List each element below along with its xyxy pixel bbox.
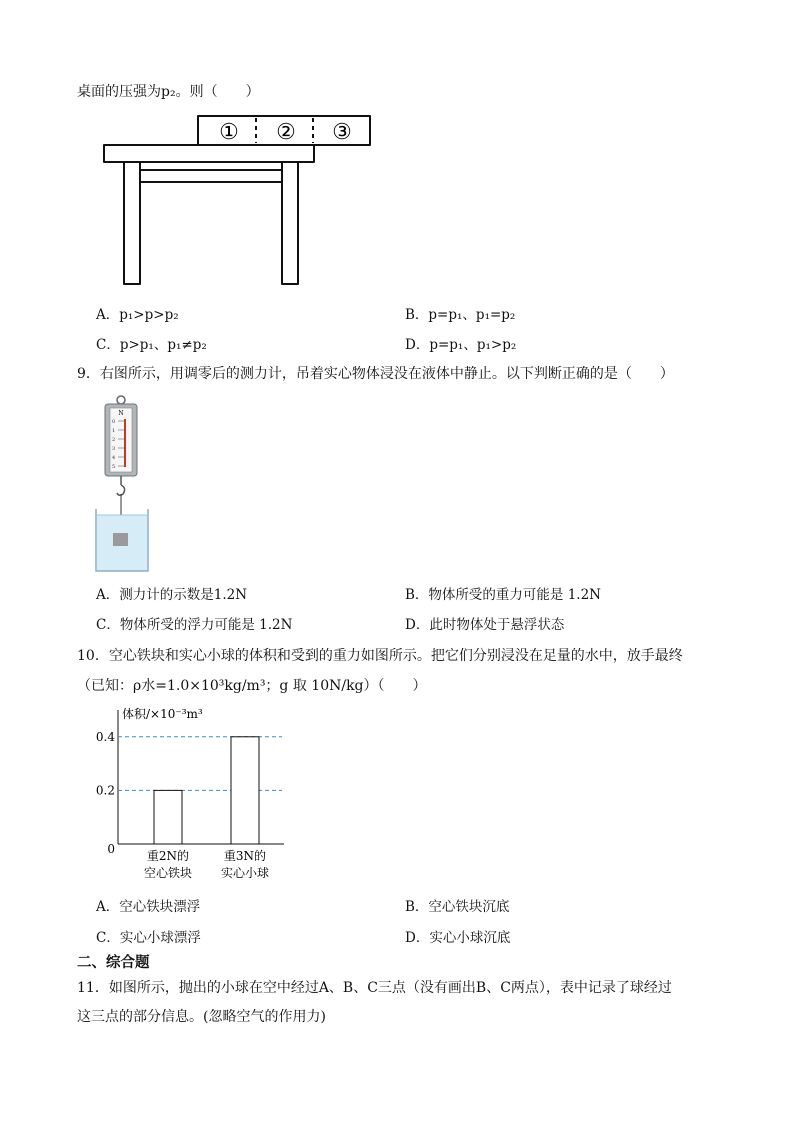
- chart-category-label: 重3N的: [223, 849, 267, 863]
- chart-y-tick-label: 0: [107, 842, 115, 856]
- q8-table-top: [104, 145, 314, 162]
- q9-option-b[interactable]: B．物体所受的重力可能是 1.2N: [405, 587, 601, 603]
- q9-scale-unit: N: [118, 410, 124, 417]
- q9-scale-mark: 3: [112, 446, 116, 452]
- q8-option-d[interactable]: D．p=p₁、p₁>p₂: [405, 337, 517, 353]
- q9-spring-scale-figure: [94, 393, 154, 573]
- q11-stem-line-1: 11．如图所示，抛出的小球在空中经过A、B、C三点（没有画出B、C两点），表中记录了球经过: [77, 980, 672, 996]
- q11-stem-line-2: 这三点的部分信息。(忽略空气的作用力): [77, 1009, 326, 1025]
- q8-block-label-2: ②: [276, 120, 296, 145]
- q9-option-d[interactable]: D．此时物体处于悬浮状态: [405, 617, 565, 633]
- q9-scale-mark: 0: [112, 419, 116, 425]
- chart-y-tick-label: 0.2: [95, 783, 115, 798]
- q10-option-a[interactable]: A．空心铁块漂浮: [96, 899, 201, 915]
- section-title: 二、综合题: [77, 955, 150, 971]
- chart-category-label: 空心铁块: [143, 866, 193, 880]
- q8-table-figure: [100, 112, 380, 290]
- q10-option-d[interactable]: D．实心小球沉底: [405, 930, 511, 946]
- q10-volume-chart: [92, 700, 302, 885]
- q10-option-b[interactable]: B．空心铁块沉底: [405, 899, 510, 915]
- q9-scale-mark: 1: [112, 428, 116, 434]
- chart-category-label: 重2N的: [146, 849, 190, 863]
- q8-option-c[interactable]: C．p>p₁、p₁≠p₂: [96, 337, 207, 353]
- q9-scale-mark: 2: [112, 437, 116, 443]
- chart-y-axis-label: 体积/×10⁻³m³: [122, 707, 203, 721]
- q9-stem: 9．右图所示，用调零后的测力计，吊着实心物体浸没在液体中静止。以下判断正确的是（ ）: [77, 366, 674, 382]
- q9-scale-mark: 5: [112, 464, 116, 470]
- q8-stem-tail: 桌面的压强为p₂。则（ ）: [77, 84, 260, 100]
- chart-bar: [231, 737, 259, 844]
- chart-y-tick-label: 0.4: [95, 729, 115, 744]
- q9-option-c[interactable]: C．物体所受的浮力可能是 1.2N: [96, 617, 293, 633]
- q8-option-a[interactable]: A．p₁>p>p₂: [96, 307, 179, 323]
- q9-solid-object: [113, 533, 128, 546]
- q10-stem-line-2: （已知：ρ水=1.0×10³kg/m³；g 取 10N/kg）（ ）: [77, 678, 427, 694]
- chart-bar: [154, 790, 182, 844]
- q8-block-label-3: ③: [332, 120, 352, 145]
- q9-option-a[interactable]: A．测力计的示数是1.2N: [96, 587, 248, 603]
- q10-stem-line-1: 10．空心铁块和实心小球的体积和受到的重力如图所示。把它们分别浸没在足量的水中，放手最终: [77, 648, 683, 664]
- chart-category-label: 实心小球: [220, 866, 270, 880]
- q10-option-c[interactable]: C．实心小球漂浮: [96, 930, 201, 946]
- q9-scale-mark: 4: [112, 455, 116, 461]
- q8-block-label-1: ①: [219, 120, 239, 145]
- q8-option-b[interactable]: B．p=p₁、p₁=p₂: [405, 307, 516, 323]
